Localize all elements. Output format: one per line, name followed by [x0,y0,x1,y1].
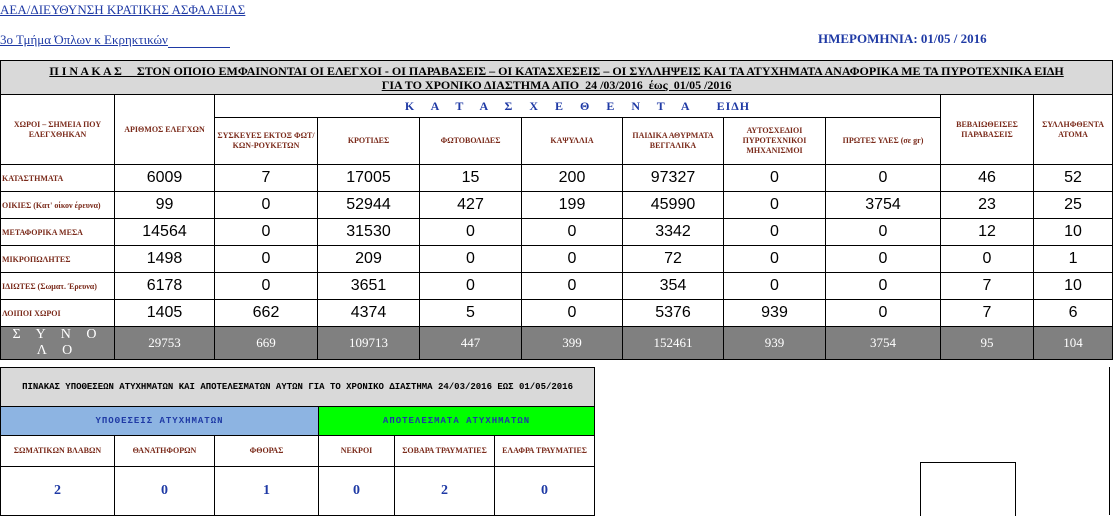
cell-value: 0 [420,246,522,273]
cell-value: 1498 [115,246,215,273]
right-border-line [1109,367,1110,515]
cell-value: 15 [420,165,522,192]
cell-value: 0 [826,165,941,192]
accidents-title: ΠΙΝΑΚΑΣ ΥΠΟΘΕΣΕΩΝ ΑΤΥΧΗΜΑΤΩΝ ΚΑΙ ΑΠΟΤΕΛΕΣΜΑΤΩΝ ΑΥΤΩΝ ΓΙΑ ΤΟ ΧΡΟΝΙΚΟ ΔΙΑΣΤΗΜΑ 24/03/2016 ΕΩΣ 01/05/2016 [1,368,595,407]
row-label: ΜΙΚΡΟΠΩΛΗΤΕΣ [1,246,115,273]
cell-value: 7 [941,300,1034,327]
cell-value: 0 [724,165,826,192]
row-label: ΚΑΤΑΣΤΗΜΑΤΑ [1,165,115,192]
table-title [1,61,1113,95]
data-rows [1,165,1113,327]
table-row [1,192,1113,219]
total-label: Σ Υ Ν Ο Λ Ο [1,327,115,360]
col-header-caps: ΚΑΨΥΛΛΙΑ [522,118,623,165]
row-label: ΜΕΤΑΦΟΡΙΚΑ ΜΕΣΑ [1,219,115,246]
total-value: 939 [724,327,826,360]
total-row [1,327,1113,360]
col-header-flares: ΦΩΤΟΒΟΛΙΔΕΣ [420,118,522,165]
cell-value: 6009 [115,165,215,192]
cell-value: 354 [623,273,724,300]
cell-value: 0 [826,246,941,273]
cell-value: 31530 [318,219,420,246]
org-title: ΑΕΑ/ΔΙΕΥΘΥΝΣΗ ΚΡΑΤΙΚΗΣ ΑΣΦΑΛΕΙΑΣ [0,2,246,17]
cell-value: 99 [115,192,215,219]
table-row [1,246,1113,273]
cell-value: 1 [1034,246,1113,273]
empty-box [920,462,1016,516]
accidents-group-row [1,407,595,436]
table-row [1,300,1113,327]
col-header-raw-materials: ΠΡΩΤΕΣ ΥΛΕΣ (σε gr) [826,118,941,165]
cell-value: 200 [522,165,623,192]
cell-value: 23 [941,192,1034,219]
value-lightly-injured: 0 [495,467,595,516]
table-row [1,165,1113,192]
cell-value: 0 [826,273,941,300]
cell-value: 5 [420,300,522,327]
cell-value: 10 [1034,219,1113,246]
accidents-title-row [1,368,595,407]
col-header-seriously-injured: ΣΟΒΑΡΑ ΤΡΑΥΜΑΤΙΕΣ [395,436,495,467]
cell-value: 25 [1034,192,1113,219]
seized-group-header [215,95,941,118]
cell-value: 0 [215,219,318,246]
total-value: 447 [420,327,522,360]
col-header-lightly-injured: ΕΛΑΦΡΑ ΤΡΑΥΜΑΤΙΕΣ [495,436,595,467]
row-label: ΛΟΙΠΟΙ ΧΩΡΟΙ [1,300,115,327]
cell-value: 97327 [623,165,724,192]
cell-value: 0 [522,300,623,327]
cell-value: 0 [724,219,826,246]
row-label: ΟΙΚΙΕΣ (Κατ' οίκον έρευνα) [1,192,115,219]
cell-value: 0 [215,192,318,219]
cell-value: 209 [318,246,420,273]
accidents-subheader-row [1,436,595,467]
col-header-arrested: ΣΥΛΛΗΦΘΕΝΤΑ ΑΤΟΜΑ [1034,95,1113,165]
cell-value: 12 [941,219,1034,246]
value-dead: 0 [319,467,395,516]
cell-value: 0 [826,300,941,327]
accidents-values-row [1,467,595,516]
total-value: 95 [941,327,1034,360]
cell-value: 5376 [623,300,724,327]
value-bodily-harm: 2 [1,467,115,516]
cell-value: 0 [826,219,941,246]
cell-value: 0 [420,219,522,246]
col-header-fatal: ΘΑΝΑΤΗΦΟΡΩΝ [115,436,215,467]
total-value: 669 [215,327,318,360]
table-title-line1: Π Ι Ν Α Κ Α Σ ΣΤΟΝ ΟΠΟΙΟ ΕΜΦΑΙΝΟΝΤΑΙ ΟΙ ΕΛΕΓΧΟΙ - ΟΙ ΠΑΡΑΒΑΣΕΙΣ – ΟΙ ΚΑΤΑΣΧΕΣΕΙΣ – ΟΙ ΣΥΛΛΗΨΕΙΣ ΚΑΙ ΤΑ ΑΤΥΧΗΜΑΤΑ ΑΝΑΦΟΡΙΚΑ ΜΕ ΤΑ ΠΥΡΟΤΕΧΝΙΚΑ ΕΙΔΗ [49,63,1064,78]
cell-value: 0 [215,246,318,273]
cell-value: 17005 [318,165,420,192]
total-value: 399 [522,327,623,360]
row-label: ΙΔΙΩΤΕΣ (Σωματ. Έρευνα) [1,273,115,300]
cell-value: 46 [941,165,1034,192]
accident-results-header: ΑΠΟΤΕΛΕΣΜΑΤΑ ΑΤΥΧΗΜΑΤΩΝ [319,407,595,436]
table-title-row [1,61,1113,95]
cell-value: 0 [522,273,623,300]
cell-value: 0 [724,192,826,219]
cell-value: 6178 [115,273,215,300]
cell-value: 0 [724,273,826,300]
underline-pad [168,35,230,48]
table-title-line2: ΓΙΑ ΤΟ ΧΡΟΝΙΚΟ ΔΙΑΣΤΗΜΑ ΑΠΟ 24 /03/2016 έως 01/05 /2016 [381,77,732,92]
seized-title: Κ Α Τ Α Σ Χ Ε Θ Ε Ν Τ Α [404,98,697,113]
accident-cases-header: ΥΠΟΘΕΣΕΙΣ ΑΤΥΧΗΜΑΤΩΝ [1,407,319,436]
cell-value: 3651 [318,273,420,300]
cell-value: 427 [420,192,522,219]
col-header-places: ΧΩΡΟΙ – ΣΗΜΕΙΑ ΠΟΥ ΕΛΕΓΧΘΗΚΑΝ [1,95,115,165]
col-header-launchers: ΣΥΣΚΕΥΕΣ ΕΚΤΟΞ ΦΩΤ/ΚΩΝ-ΡΟΥΚΕΤΩΝ [215,118,318,165]
total-value: 3754 [826,327,941,360]
table-row [1,273,1113,300]
cell-value: 6 [1034,300,1113,327]
cell-value: 52 [1034,165,1113,192]
col-header-improvised-devices: ΑΥΤΟΣΧΕΔΙΟΙ ΠΥΡΟΤΕΧΝΙΚΟΙ ΜΗΧΑΝΙΣΜΟΙ [724,118,826,165]
cell-value: 10 [1034,273,1113,300]
report-date: ΗΜΕΡΟΜΗΝΙΑ: 01/05 / 2016 [818,31,987,46]
cell-value: 0 [215,273,318,300]
cell-value: 939 [724,300,826,327]
col-header-dead: ΝΕΚΡΟΙ [319,436,395,467]
value-damage: 1 [215,467,319,516]
cell-value: 0 [724,246,826,273]
total-value: 109713 [318,327,420,360]
cell-value: 52944 [318,192,420,219]
total-value: 104 [1034,327,1113,360]
seized-items-word: ΕΙΔΗ [716,98,751,113]
col-header-violations: ΒΕΒΑΙΩΘΕΙΣΕΣ ΠΑΡΑΒΑΣΕΙΣ [941,95,1034,165]
col-header-damage: ΦΘΟΡΑΣ [215,436,319,467]
cell-value: 14564 [115,219,215,246]
seized-group-row [1,95,1113,118]
accidents-table [0,367,595,516]
table-row [1,219,1113,246]
value-fatal: 0 [115,467,215,516]
total-value: 29753 [115,327,215,360]
value-seriously-injured: 2 [395,467,495,516]
col-header-firecrackers: ΚΡΟΤΙΔΕΣ [318,118,420,165]
col-header-bodily-harm: ΣΩΜΑΤΙΚΩΝ ΒΛΑΒΩΝ [1,436,115,467]
cell-value: 7 [215,165,318,192]
cell-value: 3754 [826,192,941,219]
cell-value: 0 [522,219,623,246]
col-header-checks: ΑΡΙΘΜΟΣ ΕΛΕΓΧΩΝ [115,95,215,165]
seizures-table [0,60,1113,360]
department-label: 3ο Τμήμα Όπλων κ Εκρηκτικών [0,32,168,47]
department-title [0,32,230,48]
cell-value: 199 [522,192,623,219]
col-header-toy-fireworks: ΠΑΙΔΙΚΑ ΑΘΥΡΜΑΤΑ ΒΕΓΓΑΛΙΚΑ [623,118,724,165]
cell-value: 3342 [623,219,724,246]
total-value: 152461 [623,327,724,360]
cell-value: 0 [941,246,1034,273]
cell-value: 662 [215,300,318,327]
cell-value: 0 [420,273,522,300]
cell-value: 1405 [115,300,215,327]
cell-value: 72 [623,246,724,273]
cell-value: 4374 [318,300,420,327]
cell-value: 0 [522,246,623,273]
cell-value: 7 [941,273,1034,300]
cell-value: 45990 [623,192,724,219]
